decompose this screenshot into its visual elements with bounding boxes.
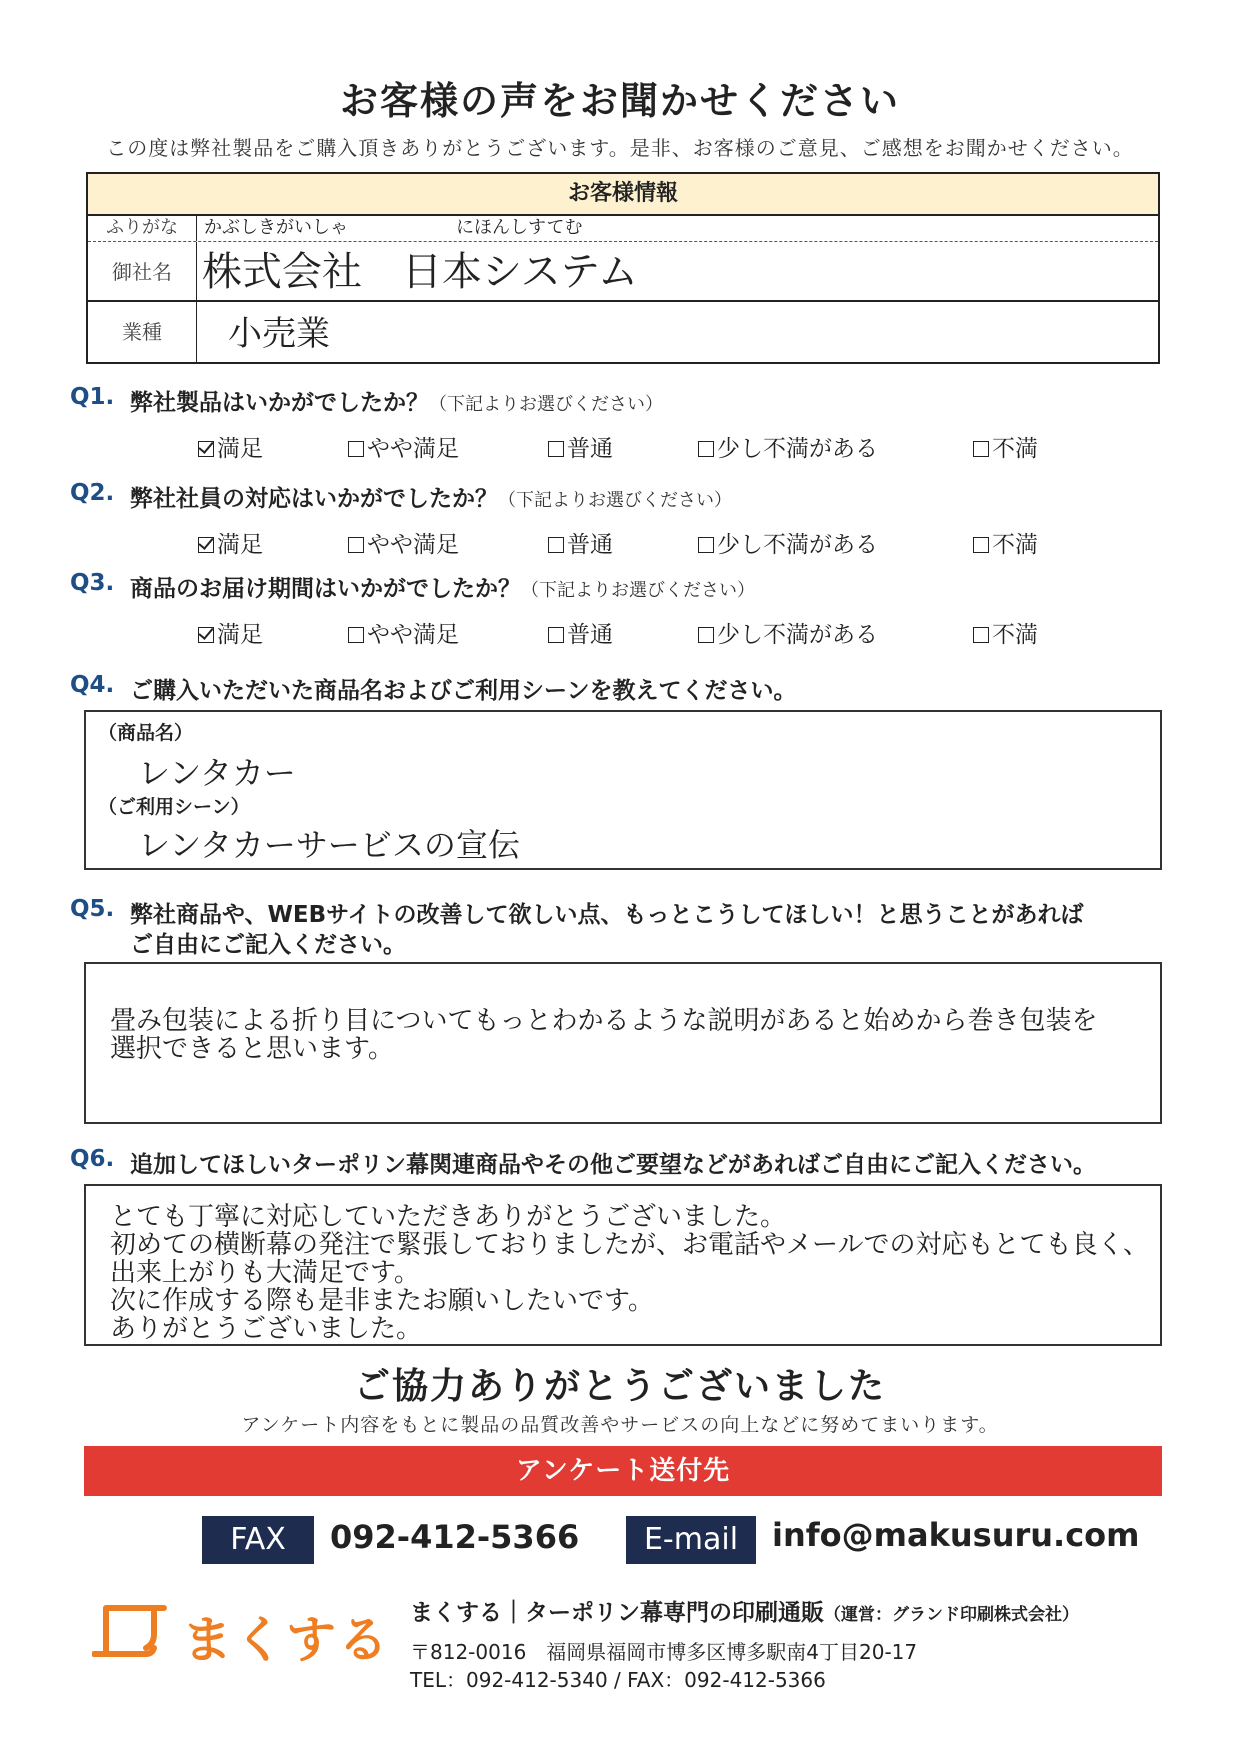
checkbox-icon[interactable] xyxy=(548,441,564,457)
checkbox-icon[interactable] xyxy=(548,627,564,643)
q1-option-manzoku[interactable]: 満足 xyxy=(198,430,263,463)
q6-text: 追加してほしいターポリン幕関連商品やその他ご要望などがあればご自由にご記入ください。 xyxy=(130,1152,1096,1178)
q1-option-fuman[interactable]: 不満 xyxy=(973,430,1038,463)
q6-number: Q6. xyxy=(70,1146,115,1172)
q2-question xyxy=(130,480,732,513)
q3-sub: （下記よりお選びください） xyxy=(521,580,755,601)
q2-option-sukoshi-fuman[interactable]: 少し不満がある xyxy=(698,526,878,559)
q2-text: 弊社社員の対応はいかがでしたか？ xyxy=(130,486,498,512)
q3-number: Q3. xyxy=(70,570,115,596)
q1-sub: （下記よりお選びください） xyxy=(429,394,663,415)
q3-option-fuman[interactable]: 不満 xyxy=(973,616,1038,649)
checkbox-checked-icon[interactable] xyxy=(198,441,214,457)
q2-option-futsuu[interactable]: 普通 xyxy=(548,526,613,559)
checkbox-icon[interactable] xyxy=(348,537,364,553)
logo-curtain-icon xyxy=(92,1604,172,1666)
q5-answer-line1: 畳み包装による折り目についてもっとわかるような説明があると始めから巻き包装を xyxy=(110,1006,1098,1036)
industry-label: 業種 xyxy=(88,302,197,362)
q4-scene-value: レンタカーサービスの宣伝 xyxy=(138,826,520,864)
q6-answer-line1: とても丁寧に対応していただきありがとうございました。 xyxy=(110,1202,787,1232)
checkbox-icon[interactable] xyxy=(698,627,714,643)
industry-field[interactable]: 小売業 xyxy=(228,314,330,354)
checkbox-icon[interactable] xyxy=(348,627,364,643)
thanks-note: アンケート内容をもとに製品の品質改善やサービスの向上などに努めてまいります。 xyxy=(241,1414,999,1436)
q2-option-manzoku[interactable]: 満足 xyxy=(198,526,263,559)
q6-answer-line2: 初めての横断幕の発注で緊張しておりましたが、お電話やメールでの対応もとても良く、 xyxy=(110,1230,1149,1260)
checkbox-icon[interactable] xyxy=(698,537,714,553)
email-address[interactable]: info@makusuru.com xyxy=(772,1516,1140,1554)
q5-answer-line2: 選択できると思います。 xyxy=(110,1034,394,1064)
furigana-company: かぶしきがいしゃ xyxy=(204,217,348,238)
footer-tagline xyxy=(410,1594,1079,1627)
company-row xyxy=(88,242,1158,302)
q2-sub: （下記よりお選びください） xyxy=(498,490,732,511)
intro-text: この度は弊社製品をご購入頂きありがとうございます。是非、お客様のご意見、ご感想をお聞かせください。 xyxy=(106,136,1134,160)
q4-text: ご購入いただいた商品名およびご利用シーンを教えてください。 xyxy=(130,678,797,704)
q2-option-yaya-manzoku[interactable]: やや満足 xyxy=(348,526,459,559)
checkbox-icon[interactable] xyxy=(348,441,364,457)
q1-option-futsuu[interactable]: 普通 xyxy=(548,430,613,463)
q5-number: Q5. xyxy=(70,896,115,922)
q6-answer-line4: 次に作成する際も是非またお願いしたいです。 xyxy=(110,1286,654,1316)
q1-option-yaya-manzoku[interactable]: やや満足 xyxy=(348,430,459,463)
page-title: お客様の声をお聞かせください xyxy=(339,79,900,123)
q5-answer-box[interactable] xyxy=(84,962,1162,1124)
q1-question xyxy=(130,384,663,417)
q3-text: 商品のお届け期間はいかがでしたか？ xyxy=(130,576,521,602)
q4-scene-label: （ご利用シーン） xyxy=(98,796,250,818)
q1-text: 弊社製品はいかがでしたか？ xyxy=(130,390,429,416)
q4-number: Q4. xyxy=(70,672,115,698)
customer-info-box xyxy=(86,172,1160,364)
fax-label: FAX xyxy=(202,1516,314,1564)
q4-product-value: レンタカー xyxy=(138,754,296,792)
q3-option-manzoku[interactable]: 満足 xyxy=(198,616,263,649)
footer-tel-fax: TEL：092-412-5340 / FAX：092-412-5366 xyxy=(410,1668,826,1692)
q2-option-fuman[interactable]: 不満 xyxy=(973,526,1038,559)
email-label: E-mail xyxy=(626,1516,756,1564)
furigana-row xyxy=(88,214,1158,242)
checkbox-icon[interactable] xyxy=(973,537,989,553)
checkbox-icon[interactable] xyxy=(973,627,989,643)
customer-info-title: お客様情報 xyxy=(88,174,1158,216)
q3-option-sukoshi-fuman[interactable]: 少し不満がある xyxy=(698,616,878,649)
q5-text-line1: 弊社商品や、WEBサイトの改善して欲しい点、もっとこうしてほしい！と思うことがあれば xyxy=(130,902,1084,928)
checkbox-icon[interactable] xyxy=(548,537,564,553)
furigana-label: ふりがな xyxy=(88,214,197,241)
checkbox-icon[interactable] xyxy=(973,441,989,457)
submission-banner: アンケート送付先 xyxy=(84,1446,1162,1496)
furigana-name: にほんしすてむ xyxy=(456,217,583,238)
checkbox-checked-icon[interactable] xyxy=(198,627,214,643)
footer-tagline-text: まくする｜ターポリン幕専門の印刷通販 xyxy=(410,1600,824,1626)
q3-question xyxy=(130,570,755,603)
checkbox-checked-icon[interactable] xyxy=(198,537,214,553)
footer-address: 〒812-0016 福岡県福岡市博多区博多駅南4丁目20-17 xyxy=(410,1640,918,1664)
fax-number[interactable]: 092-412-5366 xyxy=(330,1518,580,1556)
q6-answer-line3: 出来上がりも大満足です。 xyxy=(110,1258,420,1288)
industry-row xyxy=(88,302,1158,362)
q4-answer-box[interactable] xyxy=(84,710,1162,870)
checkbox-icon[interactable] xyxy=(698,441,714,457)
footer-operator: （運営：グランド印刷株式会社） xyxy=(824,1605,1079,1625)
q1-number: Q1. xyxy=(70,384,115,410)
q6-answer-box[interactable] xyxy=(84,1184,1162,1346)
q4-product-label: （商品名） xyxy=(98,722,194,744)
q5-text-line2: ご自由にご記入ください。 xyxy=(130,932,406,958)
company-field[interactable]: 株式会社 日本システム xyxy=(202,249,638,295)
thanks-heading: ご協力ありがとうございました xyxy=(353,1366,886,1407)
q1-option-sukoshi-fuman[interactable]: 少し不満がある xyxy=(698,430,878,463)
q6-answer-line5: ありがとうございました。 xyxy=(110,1314,423,1344)
q3-option-futsuu[interactable]: 普通 xyxy=(548,616,613,649)
company-label: 御社名 xyxy=(88,242,197,300)
q2-number: Q2. xyxy=(70,480,115,506)
q3-option-yaya-manzoku[interactable]: やや満足 xyxy=(348,616,459,649)
brand-logo-text: まくする xyxy=(182,1611,390,1669)
